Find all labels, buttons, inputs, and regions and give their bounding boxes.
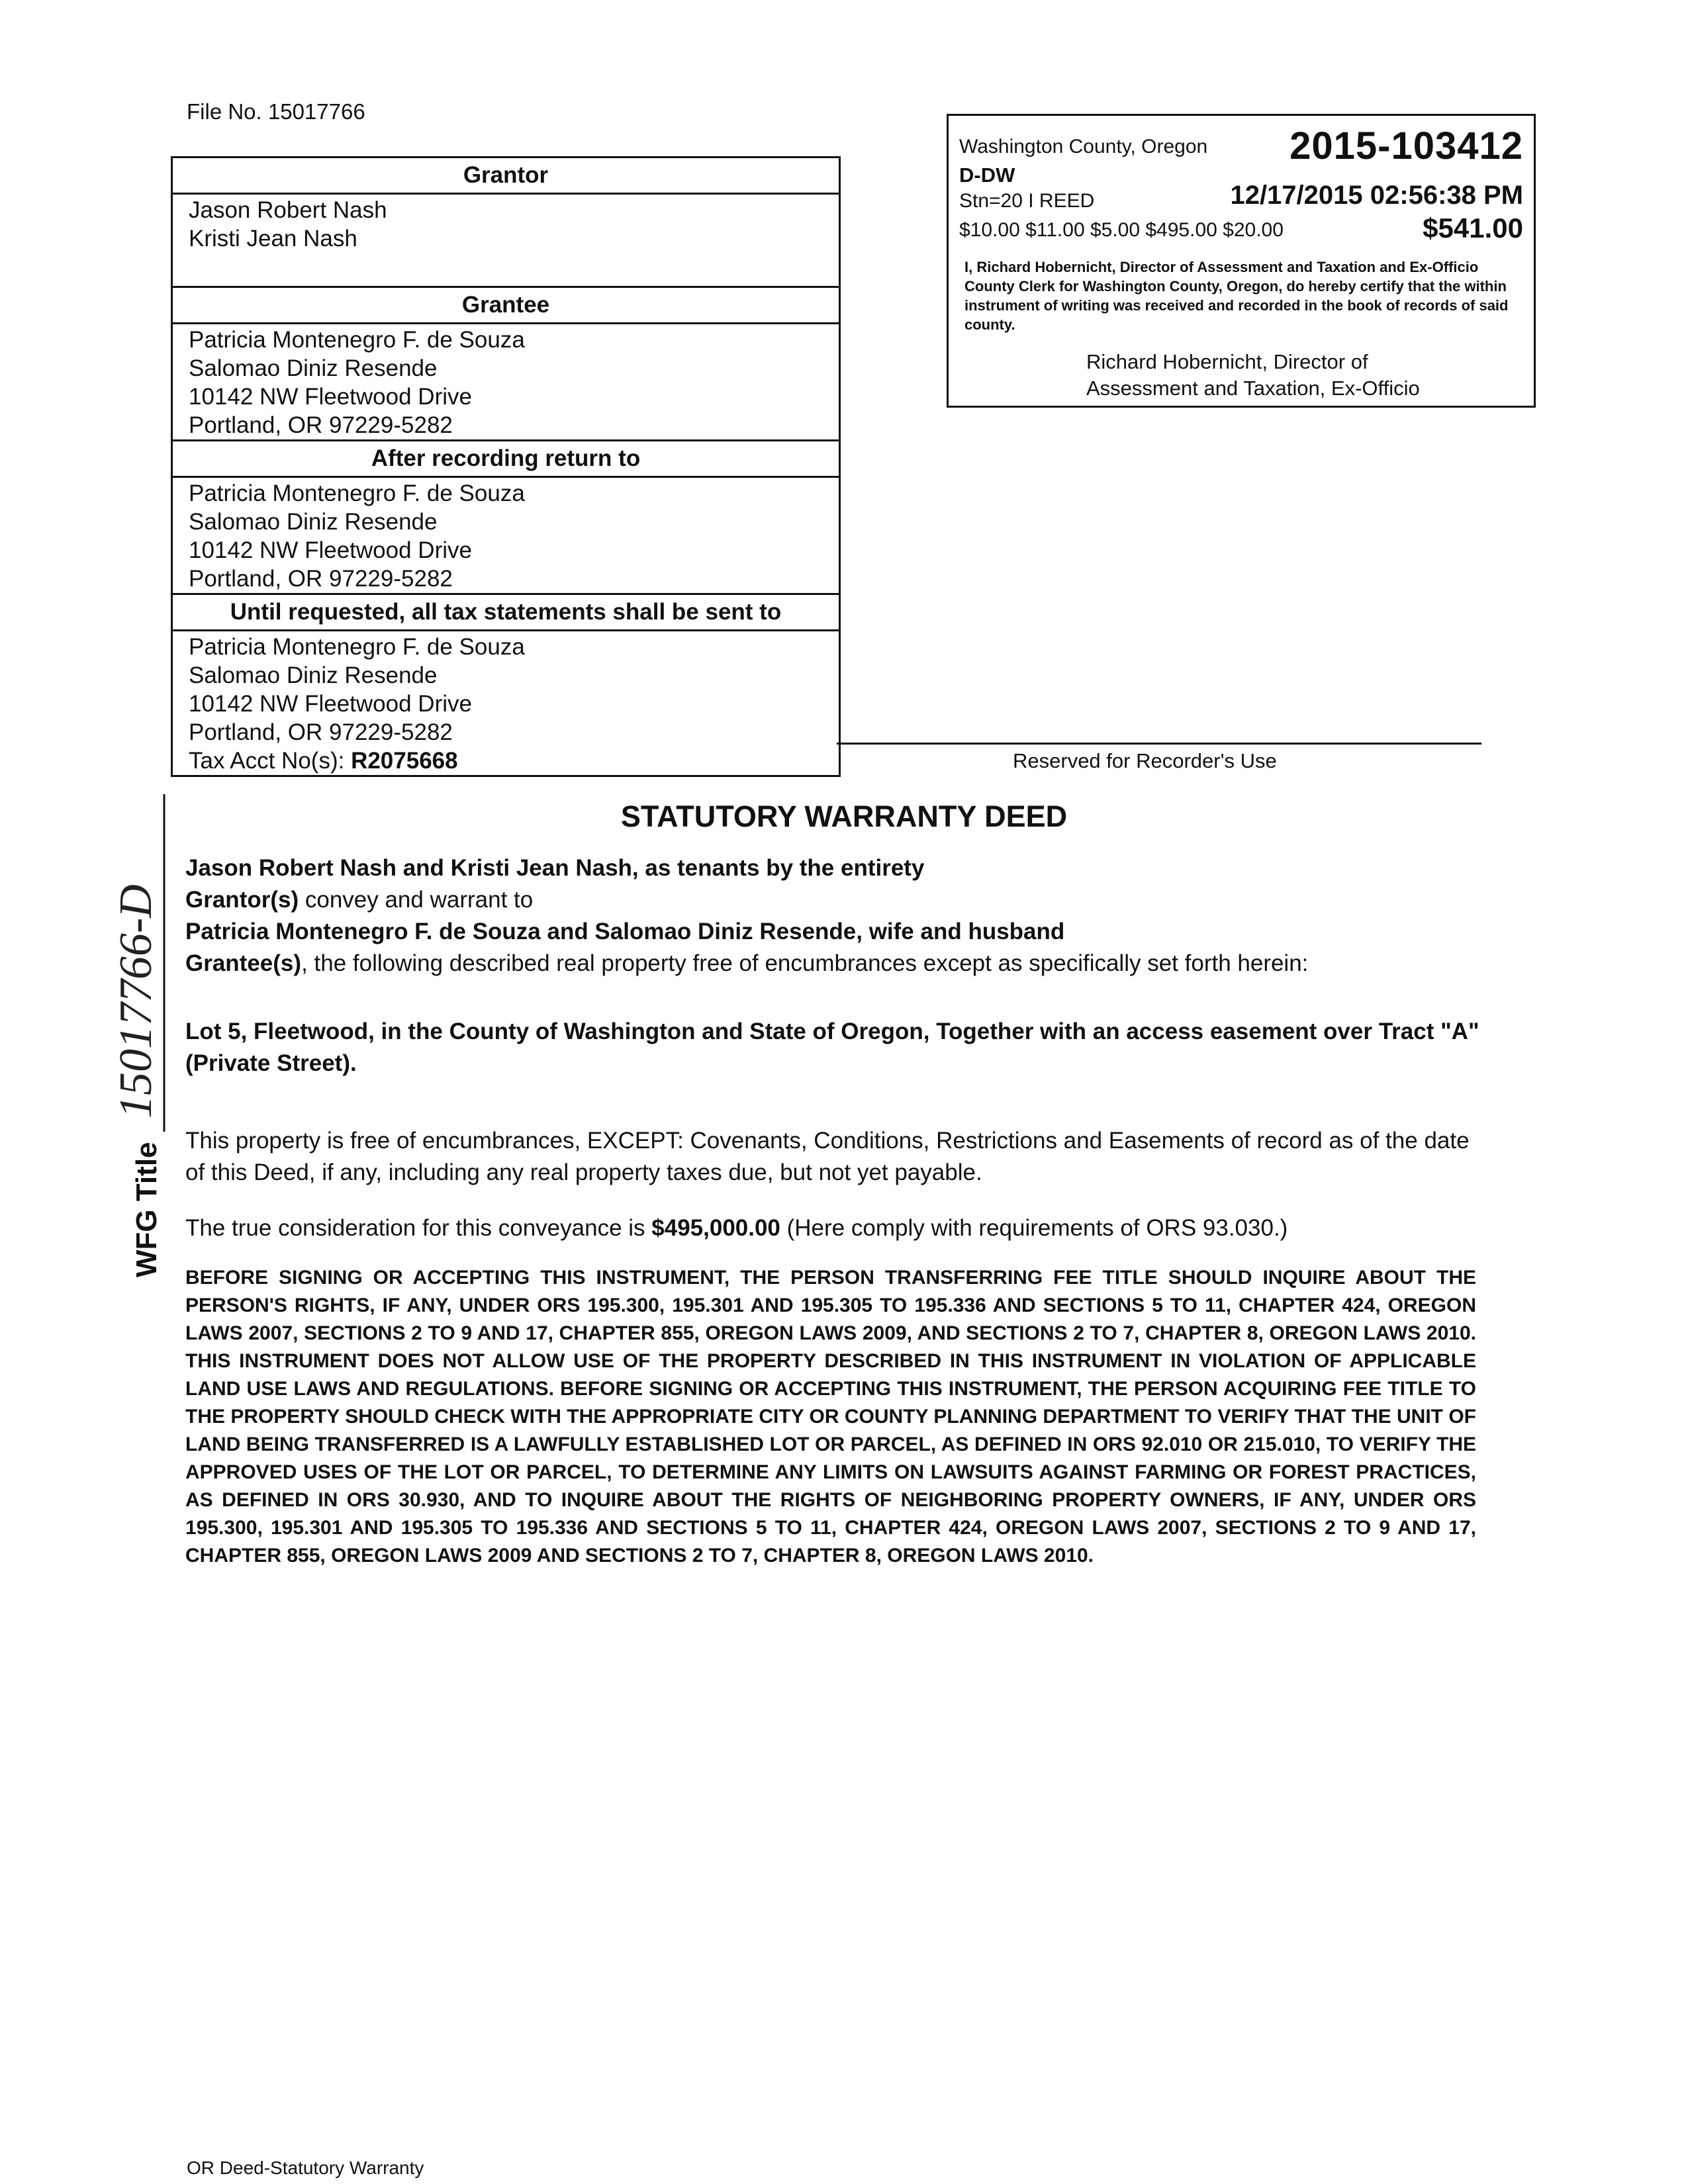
consideration-line xyxy=(185,1212,1483,1244)
recorder-stamp xyxy=(947,114,1536,408)
grantees-names: Patricia Montenegro F. de Souza and Salomao Diniz Resende, wife and husband xyxy=(185,919,1065,944)
certification-text: I, Richard Hobernicht, Director of Assessment and Taxation and Ex-Officio County Clerk for Washington County, Oregon, do hereby certify that the within instrument of writing was received and recorded in the book of records of said county. xyxy=(964,259,1509,333)
consideration-pre: The true consideration for this conveyance is xyxy=(185,1215,652,1241)
consideration-amount: $495,000.00 xyxy=(651,1215,780,1241)
document-type: D-DW xyxy=(959,163,1015,187)
tax-statements-block xyxy=(173,631,839,775)
grantor-header: Grantor xyxy=(173,158,839,195)
conveyance-clause xyxy=(185,852,1483,979)
tax-account-number: R2075668 xyxy=(351,748,458,774)
tax-line: Salomao Diniz Resende xyxy=(189,662,438,688)
grantor-block xyxy=(173,195,839,286)
grantee-line: Portland, OR 97229-5282 xyxy=(189,412,453,438)
station: Stn=20 I REED xyxy=(959,190,1095,212)
tax-account-label: Tax Acct No(s): xyxy=(189,748,345,774)
grantors-label: Grantor(s) xyxy=(185,887,299,913)
grantees-text: , the following described real property free of encumbrances except as specifically set forth herein: xyxy=(301,950,1309,976)
tax-statements-header: Until requested, all tax statements shall be sent to xyxy=(173,593,839,631)
convey-text: convey and warrant to xyxy=(299,887,534,913)
return-line: Portland, OR 97229-5282 xyxy=(189,566,453,592)
tax-line: 10142 NW Fleetwood Drive xyxy=(189,691,472,717)
return-line: 10142 NW Fleetwood Drive xyxy=(189,537,472,563)
grantee-line: 10142 NW Fleetwood Drive xyxy=(189,384,472,410)
return-line: Patricia Montenegro F. de Souza xyxy=(189,480,525,506)
deed-title: STATUTORY WARRANTY DEED xyxy=(620,799,1068,833)
consideration-post: (Here comply with requirements of ORS 93.030.) xyxy=(780,1215,1288,1241)
return-block xyxy=(173,478,839,593)
encumbrances-text: This property is free of encumbrances, EXCEPT: Covenants, Conditions, Restrictions and Easements of record as of the date of this Deed, if any, including any real property taxes due, but not yet payable. xyxy=(185,1128,1470,1185)
stamp-handwritten: 15017766-D xyxy=(111,884,162,1118)
grantor-line: Jason Robert Nash xyxy=(189,197,387,223)
statutory-notice: BEFORE SIGNING OR ACCEPTING THIS INSTRUMENT, THE PERSON TRANSFERRING FEE TITLE SHOULD INQUIRE ABOUT THE PERSON'S RIGHTS, IF ANY, UNDER ORS 195.300, 195.301 AND 195.305 TO 195.336 AND SECTIONS 5 TO 11, CHAPTER 424, OREGON LAWS 2007, SECTIONS 2 TO 9 AND 17, CHAPTER 855, OREGON LAWS 2009, AND SECTIONS 2 TO 7, CHAPTER 8, OREGON LAWS 2010. THIS INSTRUMENT DOES NOT ALLOW USE OF THE PROPERTY DESCRIBED IN THIS INSTRUMENT IN VIOLATION OF APPLICABLE LAND USE LAWS AND REGULATIONS. BEFORE SIGNING OR ACCEPTING THIS INSTRUMENT, THE PERSON ACQUIRING FEE TITLE TO THE PROPERTY SHOULD CHECK WITH THE APPROPRIATE CITY OR COUNTY PLANNING DEPARTMENT TO VERIFY THAT THE UNIT OF LAND BEING TRANSFERRED IS A LAWFULLY ESTABLISHED LOT OR PARCEL, AS DEFINED IN ORS 92.010 OR 215.010, TO VERIFY THE APPROVED USES OF THE LOT OR PARCEL, TO DETERMINE ANY LIMITS ON LAWSUITS AGAINST FARMING OR FOREST PRACTICES, AS DEFINED IN ORS 30.930, AND TO INQUIRE ABOUT THE RIGHTS OF NEIGHBORING PROPERTY OWNERS, IF ANY, UNDER ORS 195.300, 195.301 AND 195.305 TO 195.336 AND SECTIONS 5 TO 11, CHAPTER 424, OREGON LAWS 2007, SECTIONS 2 TO 9 AND 17, CHAPTER 855, OREGON LAWS 2009 AND SECTIONS 2 TO 7, CHAPTER 8, OREGON LAWS 2010. xyxy=(185,1267,1476,1567)
signer-block xyxy=(1086,349,1420,402)
recording-number: 2015-103412 xyxy=(1289,124,1523,167)
form-footer: OR Deed-Statutory Warranty xyxy=(187,2158,424,2178)
tax-account xyxy=(189,747,839,775)
return-header: After recording return to xyxy=(173,439,839,478)
grantee-header: Grantee xyxy=(173,286,839,324)
grantors-convey xyxy=(185,884,1483,916)
signer-line: Assessment and Taxation, Ex-Officio xyxy=(1086,377,1420,400)
grantees-text-line xyxy=(185,948,1483,979)
file-number: File No. 15017766 xyxy=(187,99,365,124)
fee-breakdown: $10.00 $11.00 $5.00 $495.00 $20.00 xyxy=(959,219,1284,241)
grantees-label: Grantee(s) xyxy=(185,950,302,976)
grantor-line: Kristi Jean Nash xyxy=(189,226,357,251)
recording-datetime: 12/17/2015 02:56:38 PM xyxy=(1230,181,1523,210)
tax-line: Portland, OR 97229-5282 xyxy=(189,719,453,745)
grantors-names: Jason Robert Nash and Kristi Jean Nash, as tenants by the entirety xyxy=(185,855,925,881)
return-line: Salomao Diniz Resende xyxy=(189,509,438,535)
signer-line: Richard Hobernicht, Director of xyxy=(1086,350,1368,373)
recorder-county: Washington County, Oregon xyxy=(959,136,1208,158)
grantee-line: Salomao Diniz Resende xyxy=(189,355,438,381)
grantee-block xyxy=(173,324,839,439)
legal-description: Lot 5, Fleetwood, in the County of Washington and State of Oregon, Together with an access easement over Tract "A" (Private Street). xyxy=(185,1019,1479,1076)
parties-table xyxy=(171,156,841,777)
recorder-area-rule xyxy=(837,743,1481,745)
stamp-label: WFG Title xyxy=(130,1142,163,1277)
tax-line: Patricia Montenegro F. de Souza xyxy=(189,634,525,660)
fee-total: $541.00 xyxy=(1423,212,1523,244)
reserved-label: Reserved for Recorder's Use xyxy=(1013,749,1277,772)
grantee-line: Patricia Montenegro F. de Souza xyxy=(189,327,525,353)
